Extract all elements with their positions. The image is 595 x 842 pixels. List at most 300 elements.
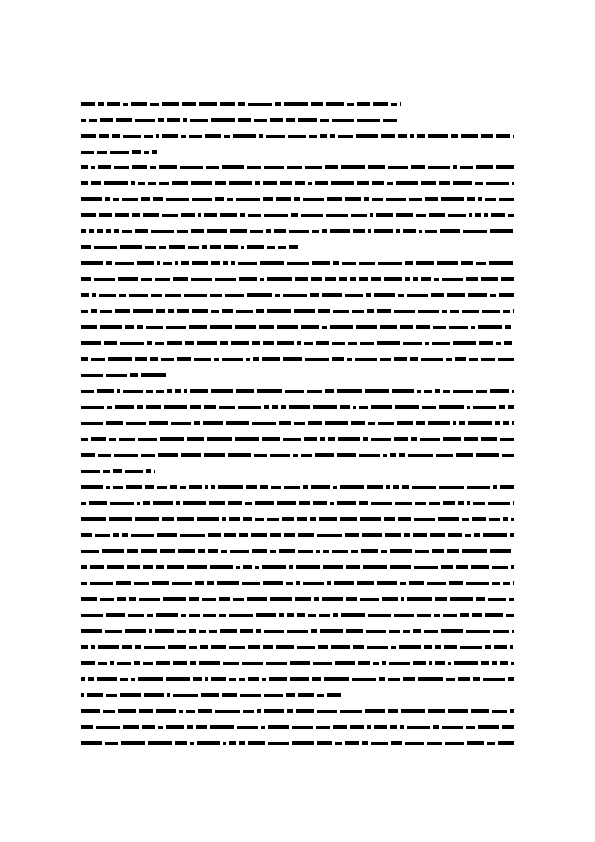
text-word xyxy=(462,549,487,553)
text-word xyxy=(367,725,371,729)
text-word xyxy=(264,405,269,409)
text-word xyxy=(337,389,362,393)
text-word xyxy=(159,182,169,185)
text-word xyxy=(142,725,155,729)
text-word xyxy=(100,310,112,313)
text-word xyxy=(413,277,418,281)
text-word xyxy=(134,661,140,665)
text-word xyxy=(159,246,166,249)
text-word xyxy=(460,613,469,617)
text-word xyxy=(260,261,284,265)
text-word xyxy=(113,486,123,489)
text-word xyxy=(332,119,354,122)
text-word xyxy=(471,709,489,713)
text-word xyxy=(81,629,102,633)
text-word xyxy=(513,309,514,313)
text-word xyxy=(144,646,165,649)
text-word xyxy=(222,358,243,361)
text-word xyxy=(398,517,411,521)
text-word xyxy=(97,151,107,154)
text-word xyxy=(238,406,261,409)
text-word xyxy=(138,438,157,441)
text-word xyxy=(211,645,226,649)
text-word xyxy=(301,454,312,457)
text-word xyxy=(346,597,357,601)
text-word xyxy=(498,358,514,361)
text-word xyxy=(99,213,112,217)
text-word xyxy=(226,421,249,425)
text-word xyxy=(295,277,308,281)
text-word xyxy=(311,277,322,281)
text-word xyxy=(390,453,396,457)
text-word xyxy=(416,421,425,425)
text-word xyxy=(204,405,216,409)
text-word xyxy=(352,310,364,313)
text-word xyxy=(367,485,383,489)
text-word xyxy=(137,261,154,265)
text-line xyxy=(81,499,514,507)
text-word xyxy=(268,742,289,745)
text-word xyxy=(331,645,350,649)
text-word xyxy=(371,438,391,441)
text-word xyxy=(443,437,461,441)
text-word xyxy=(340,405,350,409)
text-word xyxy=(91,437,106,441)
text-word xyxy=(440,229,460,233)
text-word xyxy=(201,693,219,697)
text-word xyxy=(148,182,156,185)
text-word xyxy=(421,181,436,185)
text-word xyxy=(131,534,154,537)
text-word xyxy=(484,213,488,217)
text-word xyxy=(137,502,140,505)
text-word xyxy=(447,293,465,297)
text-word xyxy=(359,501,368,505)
text-word xyxy=(141,454,155,457)
text-word xyxy=(148,741,172,745)
text-word xyxy=(215,197,224,201)
text-word xyxy=(81,119,86,122)
text-word xyxy=(476,597,485,601)
text-word xyxy=(481,358,495,361)
text-word xyxy=(167,118,180,122)
text-word xyxy=(327,581,331,585)
text-word xyxy=(202,245,207,249)
text-word xyxy=(391,103,397,106)
text-word xyxy=(196,725,207,729)
text-word xyxy=(229,646,245,649)
text-word xyxy=(187,437,204,441)
text-word xyxy=(442,310,447,313)
text-word xyxy=(311,102,323,106)
text-word xyxy=(425,197,438,201)
text-word xyxy=(377,341,400,345)
text-word xyxy=(400,725,404,729)
text-word xyxy=(239,533,248,537)
text-word xyxy=(123,725,139,729)
text-word xyxy=(425,230,437,233)
text-word xyxy=(89,501,107,505)
text-word xyxy=(207,229,227,233)
text-word xyxy=(322,597,343,601)
text-word xyxy=(179,710,183,713)
text-word xyxy=(303,198,324,201)
text-word xyxy=(448,214,466,217)
text-word xyxy=(99,134,109,138)
text-word xyxy=(190,661,196,665)
text-word xyxy=(311,629,317,633)
text-word xyxy=(466,726,475,729)
text-word xyxy=(502,454,514,457)
text-word xyxy=(224,245,238,249)
text-word xyxy=(410,134,414,138)
text-word xyxy=(81,181,88,185)
text-word xyxy=(411,437,417,441)
text-word xyxy=(289,565,293,569)
text-word xyxy=(325,389,334,393)
text-word xyxy=(362,533,382,537)
text-word xyxy=(476,453,499,457)
text-word xyxy=(413,533,427,537)
text-word xyxy=(351,550,358,553)
text-word xyxy=(146,390,153,393)
text-word xyxy=(331,181,354,185)
text-word xyxy=(492,582,500,585)
text-word xyxy=(355,358,377,361)
text-word xyxy=(104,341,117,345)
text-word xyxy=(150,357,158,361)
text-word xyxy=(322,326,327,329)
text-word xyxy=(368,229,371,233)
text-word xyxy=(317,534,342,537)
text-word xyxy=(450,597,473,601)
text-word xyxy=(99,294,116,297)
text-word xyxy=(284,486,300,489)
text-word xyxy=(330,325,353,329)
text-line xyxy=(81,675,514,683)
text-word xyxy=(350,277,356,281)
text-word xyxy=(486,182,509,185)
text-word xyxy=(279,549,295,553)
text-word xyxy=(134,582,149,585)
text-word xyxy=(135,357,147,361)
text-word xyxy=(499,198,514,201)
text-word xyxy=(177,230,188,233)
text-word xyxy=(107,565,124,569)
text-word xyxy=(246,485,257,489)
text-word xyxy=(235,437,259,441)
text-word xyxy=(417,614,431,617)
text-word xyxy=(371,502,392,505)
text-word xyxy=(264,694,283,697)
text-word xyxy=(503,421,509,425)
text-word xyxy=(152,150,157,154)
text-word xyxy=(210,725,234,729)
text-word xyxy=(248,677,259,681)
text-line xyxy=(81,291,514,299)
text-word xyxy=(496,134,510,138)
text-word xyxy=(98,454,111,457)
text-word xyxy=(417,134,425,138)
text-word xyxy=(415,502,426,505)
text-word xyxy=(327,197,342,201)
text-word xyxy=(462,310,479,313)
text-word xyxy=(333,613,338,617)
text-word xyxy=(81,374,103,377)
text-word xyxy=(183,501,206,505)
text-word xyxy=(228,501,242,505)
text-word xyxy=(143,662,153,665)
text-word xyxy=(304,437,317,441)
text-word xyxy=(182,102,196,106)
text-word xyxy=(272,405,278,409)
text-word xyxy=(461,261,473,265)
text-word xyxy=(312,230,319,233)
text-word xyxy=(103,710,115,713)
text-word xyxy=(252,422,276,425)
text-word xyxy=(508,405,514,409)
text-word xyxy=(491,213,505,217)
text-word xyxy=(137,405,143,409)
text-word xyxy=(357,581,374,585)
text-word xyxy=(115,309,130,313)
text-word xyxy=(366,630,386,633)
text-word xyxy=(441,629,463,633)
text-word xyxy=(335,661,355,665)
text-word xyxy=(367,309,374,313)
text-word xyxy=(371,405,392,409)
text-word xyxy=(210,294,222,297)
text-word xyxy=(374,725,387,729)
text-word xyxy=(139,709,153,713)
text-word xyxy=(396,229,400,233)
text-word xyxy=(129,597,136,601)
text-word xyxy=(359,262,375,265)
text-word xyxy=(416,214,426,217)
text-word xyxy=(433,326,446,329)
text-word xyxy=(215,278,236,281)
text-word xyxy=(303,485,308,489)
text-word xyxy=(263,645,273,649)
text-word xyxy=(188,246,199,249)
text-word xyxy=(158,118,164,122)
text-word xyxy=(139,598,160,601)
text-word xyxy=(107,102,120,106)
text-word xyxy=(376,213,393,217)
text-word xyxy=(332,550,348,553)
text-word xyxy=(313,662,332,665)
text-word xyxy=(402,485,409,489)
text-word xyxy=(207,581,214,585)
text-word xyxy=(304,342,313,345)
text-word xyxy=(81,213,96,217)
text-word xyxy=(358,661,370,665)
text-word xyxy=(248,214,261,217)
text-word xyxy=(195,581,204,585)
text-word xyxy=(239,277,257,281)
text-word xyxy=(211,389,233,393)
text-word xyxy=(81,741,102,745)
text-word xyxy=(368,422,375,425)
text-word xyxy=(157,533,177,537)
text-word xyxy=(110,661,114,665)
text-word xyxy=(119,438,135,441)
text-word xyxy=(243,517,252,521)
text-word xyxy=(412,486,436,489)
text-word xyxy=(209,501,225,505)
text-word xyxy=(295,181,305,185)
text-word xyxy=(428,134,448,138)
text-word xyxy=(475,213,481,217)
text-word xyxy=(238,262,257,265)
text-word xyxy=(388,166,408,169)
text-word xyxy=(264,709,284,713)
text-word xyxy=(382,661,386,665)
text-word xyxy=(478,325,502,329)
text-word xyxy=(236,389,254,393)
text-word xyxy=(247,293,272,297)
text-word xyxy=(161,358,174,361)
text-word xyxy=(508,677,514,681)
text-word xyxy=(384,517,395,521)
text-word xyxy=(368,165,385,169)
text-line xyxy=(81,467,155,475)
text-word xyxy=(503,517,508,521)
text-word xyxy=(120,342,144,345)
text-word xyxy=(106,421,123,425)
text-word xyxy=(121,741,145,745)
text-word xyxy=(173,694,198,697)
text-word xyxy=(421,277,431,281)
text-word xyxy=(97,229,103,233)
text-word xyxy=(295,597,311,601)
text-word xyxy=(156,390,164,393)
text-word xyxy=(254,454,267,457)
text-word xyxy=(409,581,424,585)
text-word xyxy=(145,485,154,489)
text-word xyxy=(106,486,110,489)
text-word xyxy=(105,197,110,201)
text-line xyxy=(81,419,514,427)
text-word xyxy=(374,293,395,297)
text-word xyxy=(221,550,227,553)
text-word xyxy=(219,406,235,409)
text-word xyxy=(490,389,509,393)
text-word xyxy=(472,613,482,617)
text-word xyxy=(483,533,507,537)
text-word xyxy=(137,325,143,329)
text-word xyxy=(132,150,141,154)
text-word xyxy=(205,485,208,489)
text-word xyxy=(266,229,271,233)
text-word xyxy=(239,678,245,681)
text-word xyxy=(481,277,498,281)
text-word xyxy=(333,310,349,313)
text-word xyxy=(255,518,264,521)
text-word xyxy=(231,341,249,345)
text-word xyxy=(197,341,217,345)
text-word xyxy=(388,678,400,681)
text-word xyxy=(439,486,464,489)
text-word xyxy=(446,358,452,361)
text-word xyxy=(180,486,186,489)
text-word xyxy=(275,294,280,297)
text-word xyxy=(493,485,497,489)
text-word xyxy=(403,342,422,345)
text-word xyxy=(123,135,141,138)
text-line xyxy=(81,132,514,140)
text-word xyxy=(474,533,480,537)
text-word xyxy=(286,693,295,697)
text-word xyxy=(471,326,475,329)
text-word xyxy=(81,325,97,329)
text-word xyxy=(264,214,288,217)
text-word xyxy=(461,134,478,138)
text-word xyxy=(387,182,393,185)
text-word xyxy=(211,261,220,265)
text-word xyxy=(239,741,245,745)
text-word xyxy=(155,278,170,281)
text-word xyxy=(488,502,510,505)
text-word xyxy=(333,261,339,265)
text-word xyxy=(81,102,95,106)
text-word xyxy=(233,598,244,601)
text-word xyxy=(492,661,497,665)
text-word xyxy=(360,598,379,601)
text-word xyxy=(359,277,368,281)
text-word xyxy=(298,118,317,122)
text-word xyxy=(476,165,493,169)
text-word xyxy=(282,517,294,521)
text-word xyxy=(149,421,168,425)
text-word xyxy=(81,517,106,521)
text-word xyxy=(177,630,186,633)
text-word xyxy=(132,213,140,217)
text-word xyxy=(277,325,298,329)
text-word xyxy=(416,261,434,265)
text-word xyxy=(110,502,134,505)
text-word xyxy=(117,597,126,601)
text-word xyxy=(81,151,94,154)
text-word xyxy=(116,118,132,122)
text-word xyxy=(434,614,440,617)
text-word xyxy=(305,166,322,169)
text-word xyxy=(251,533,267,537)
text-word xyxy=(141,549,157,553)
text-word xyxy=(238,102,245,106)
text-word xyxy=(333,725,347,729)
text-word xyxy=(189,646,197,649)
text-word xyxy=(288,135,306,138)
text-word xyxy=(413,629,421,633)
text-word xyxy=(277,341,294,345)
text-word xyxy=(205,134,221,138)
text-word xyxy=(165,294,181,297)
text-word xyxy=(496,165,514,169)
text-word xyxy=(203,614,216,617)
text-line xyxy=(81,579,514,587)
text-word xyxy=(180,166,203,169)
text-word xyxy=(125,629,146,633)
text-word xyxy=(81,597,97,601)
text-word xyxy=(189,629,196,633)
text-word xyxy=(81,438,88,441)
text-word xyxy=(254,119,267,122)
text-word xyxy=(512,182,514,185)
text-word xyxy=(135,645,141,649)
text-word xyxy=(177,517,194,521)
text-word xyxy=(287,166,302,169)
